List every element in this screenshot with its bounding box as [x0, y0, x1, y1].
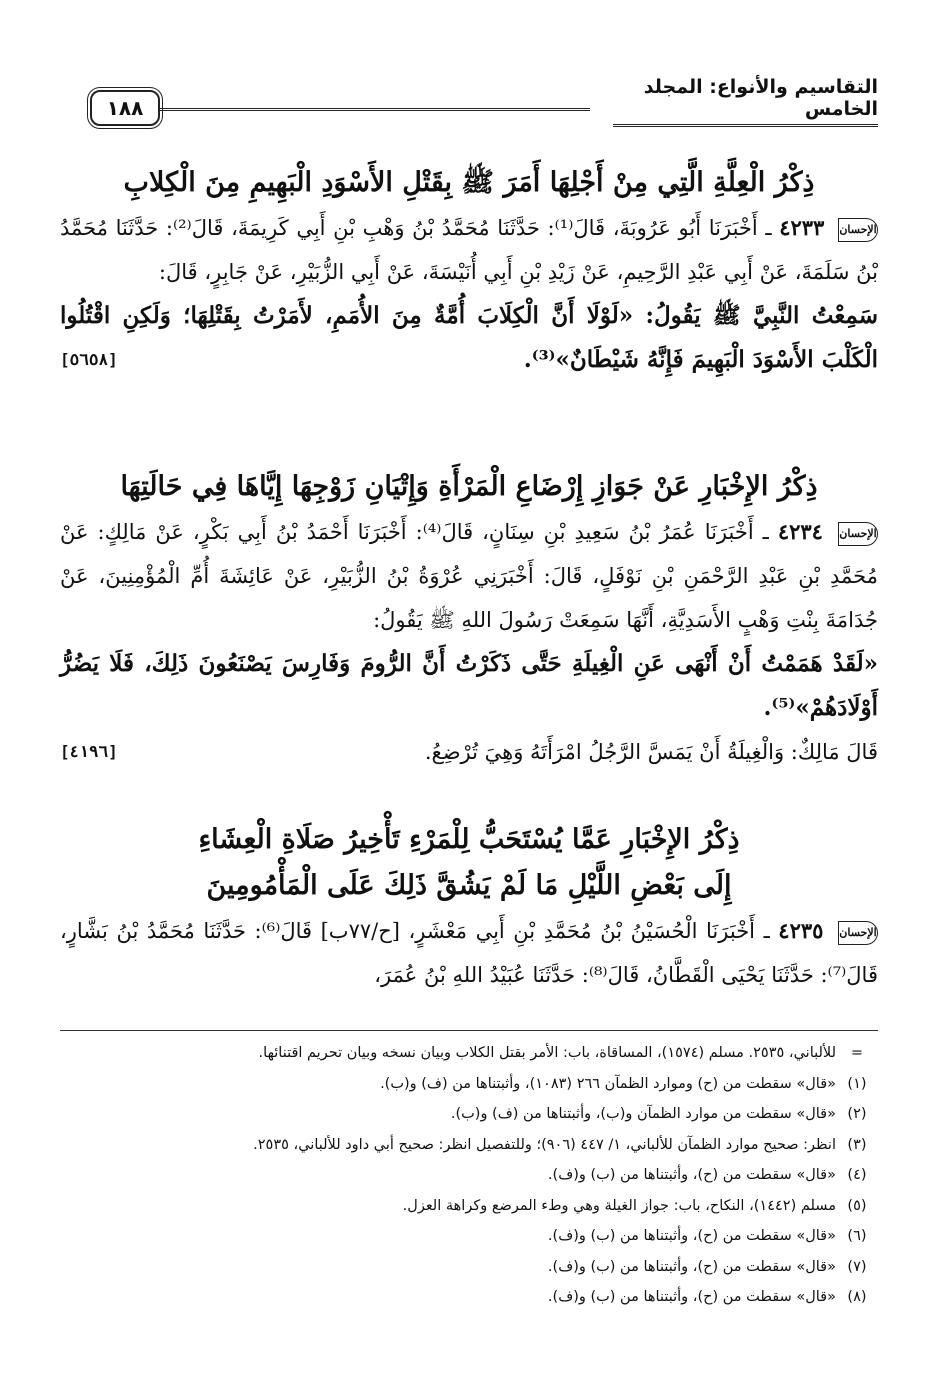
note-text: قَالَ مَالِكٌ: وَالْغِيلَةُ أَنْ يَمَسَّ الرَّجُلُ امْرَأَتَهُ وَهِيَ تُرْضِعُ.: [424, 740, 878, 764]
section-heading: ذِكْرُ الْعِلَّةِ الَّتِي مِنْ أَجْلِهَا أَمَرَ ﷺ بِقَتْلِ الأَسْوَدِ الْبَهِيمِ مِنَ الْكِلابِ: [123, 167, 815, 198]
ihsan-tag: الإحسان: [838, 218, 878, 242]
ihsan-tag: الإحسان: [838, 522, 878, 546]
section-4234: [60, 464, 878, 774]
footnote: [60, 1160, 878, 1191]
footnote-text: للألباني، ٢٥٣٥. مسلم (١٥٧٤)، المساقاة، باب: الأمر بقتل الكلاب وبيان نسخه وبيان تحريم اقتنائها.: [258, 1045, 836, 1061]
ihsan-tag: الإحسان: [838, 921, 878, 945]
footnote-separator: [60, 1030, 878, 1031]
hadith-number: ٤٢٣٥: [778, 918, 824, 943]
running-header: [60, 72, 878, 132]
page-number: ١٨٨: [90, 90, 160, 126]
footnote-number: (٦): [847, 1228, 867, 1244]
section-heading-line1: ذِكْرُ الإِخْبَارِ عَمَّا يُسْتَحَبُّ لِلْمَرْءِ تَأْخِيرُ صَلَاةِ الْعِشَاءِ: [198, 824, 740, 855]
footnote-number: (٨): [847, 1289, 867, 1305]
footnote: [60, 1282, 878, 1313]
footnote-number: =: [850, 1045, 864, 1061]
running-title: التقاسيم والأنواع: المجلد الخامس: [613, 76, 878, 127]
section-heading: ذِكْرُ الإِخْبَارِ عَنْ جَوَازِ إِرْضَاعِ الْمَرْأَةِ وَإِتْيَانِ زَوْجِهَا إِيَّاهَا فِي حَالَتِهَا: [120, 471, 818, 502]
page-number-frame: [60, 88, 858, 132]
hadith-number: ٤٢٣٤: [777, 519, 823, 544]
footnote-text: مسلم (١٤٤٢)، النكاح، باب: جواز الغيلة وهي وطء المرضع وكراهة العزل.: [402, 1197, 836, 1214]
footnote: [60, 1130, 878, 1161]
footnote: [60, 1069, 878, 1100]
footnote-text: «قال» سقطت من موارد الظمآن و(ب)، وأثبتناها من (ف) و(ب).: [450, 1106, 836, 1122]
footnote-text: انظر: صحيح موارد الظمآن للألباني، ١/ ٤٤٧ (٩٠٦)؛ وللتفصيل انظر: صحيح أبي داود للألباني، ٢٥٣٥.: [253, 1136, 836, 1153]
footnote-text: «قال» سقطت من (ح)، وأثبتناها من (ب) و(ف).: [547, 1289, 836, 1305]
footnote-number: (١): [847, 1075, 867, 1092]
matn-text: سَمِعْتُ النَّبِيَّ ﷺ يَقُولُ: «لَوْلَا أَنَّ الْكِلَابَ أُمَّةٌ مِنَ الأُمَمِ، لأَمَرْتُ بِقَتْلِهَا؛ وَلَكِنِ اقْتُلُوا الْكَلْبَ الأَسْوَدَ الْبَهِيمَ فَإِنَّهُ شَيْطَانٌ»⁽³⁾.: [60, 302, 878, 373]
hadith-matn: [60, 294, 878, 382]
footnote: [60, 1221, 878, 1252]
footnote-text: «قال» سقطت من (ح)، وأثبتناها من (ب) و(ف).: [547, 1258, 836, 1275]
section-4235: [60, 817, 878, 997]
hadith-number: ٤٢٣٣: [779, 215, 825, 240]
footnote-text: «قال» سقطت من (ح)، وأثبتناها من (ب) و(ف).: [547, 1228, 836, 1244]
footnote-text: «قال» سقطت من (ح)، وأثبتناها من (ب) و(ف).: [547, 1167, 836, 1183]
footnote-number: (٣): [847, 1136, 867, 1153]
footnote: [60, 1099, 878, 1130]
book-page: [60, 72, 878, 1332]
hadith-reference: [٥٦٥٨]: [60, 350, 118, 369]
isnad-text: ـ أَخْبَرَنَا أَبُو عَرُوبَةَ، قَالَ⁽¹⁾: حَدَّثَنَا مُحَمَّدُ بْنُ وَهْبِ بْنِ أَبِي كَرِيمَةَ، قَالَ⁽²⁾: حَدَّثَنَا مُحَمَّدُ بْنُ سَلَمَةَ، عَنْ أَبِي عَبْدِ الرَّحِيمِ، عَنْ زَيْدِ بْنِ أَبِي أُنَيْسَةَ، عَنْ أَبِي الزُّبَيْرِ، عَنْ جَابِرٍ، قَالَ:: [60, 216, 878, 284]
footnote-number: (٥): [847, 1197, 867, 1214]
section-heading-line2: إِلَى بَعْضِ اللَّيْلِ مَا لَمْ يَشُقَّ ذَلِكَ عَلَى الْمَأْمُومِينَ: [206, 870, 732, 901]
hadith-isnad: [60, 510, 878, 642]
footnote: [60, 1252, 878, 1283]
matn-text: «لَقَدْ هَمَمْتُ أَنْ أَنْهَى عَنِ الْغِيلَةِ حَتَّى ذَكَرْتُ أَنَّ الرُّومَ وَفَارِسَ يَصْنَعُونَ ذَلِكَ، فَلَا يَضُرُّ أَوْلَادَهُمْ»⁽⁵⁾.: [60, 650, 878, 721]
footnote-number: (٤): [847, 1167, 867, 1183]
hadith-isnad: [60, 909, 878, 997]
hadith-matn: [60, 642, 878, 730]
footnote-number: (٢): [847, 1106, 867, 1122]
footnote: [60, 1191, 878, 1222]
section-4233: [60, 160, 878, 382]
footnote: [60, 1038, 878, 1069]
hadith-isnad: [60, 206, 878, 294]
malik-note: [60, 730, 878, 774]
isnad-text: ـ أَخْبَرَنَا عُمَرُ بْنُ سَعِيدِ بْنِ سِنَانٍ، قَالَ⁽⁴⁾: أَخْبَرَنَا أَحْمَدُ بْنُ أَبِي بَكْرٍ، عَنْ مَالِكٍ: عَنْ مُحَمَّدِ بْنِ عَبْدِ الرَّحْمَنِ بْنِ نَوْفَلٍ، قَالَ: أَخْبَرَنِي عُرْوَةُ بْنُ الزُّبَيْرِ، عَنْ عَائِشَةَ أُمِّ الْمُؤْمِنِينَ، عَنْ جُدَامَةَ بِنْتِ وَهْبٍ الأَسَدِيَّةِ، أَنَّهَا سَمِعَتْ رَسُولَ اللهِ ﷺ يَقُولُ:: [60, 520, 878, 632]
footnote-number: (٧): [847, 1258, 867, 1275]
isnad-text: ـ أَخْبَرَنَا الْحُسَيْنُ بْنُ مُحَمَّدِ بْنِ أَبِي مَعْشَرٍ، [ح/٧٧ب] قَالَ⁽⁶⁾: حَدَّثَنَا مُحَمَّدُ بْنُ بَشَّارٍ، قَالَ⁽⁷⁾: حَدَّثَنَا يَحْيَى الْقَطَّانُ، قَالَ⁽⁸⁾: حَدَّثَنَا عُبَيْدُ اللهِ بْنُ عُمَرَ،: [60, 919, 878, 987]
hadith-reference: [٤١٩٦]: [60, 742, 118, 761]
footnote-text: «قال» سقطت من (ح) وموارد الظمآن ٢٦٦ (١٠٨٣)، وأثبتناها من (ف) و(ب).: [380, 1075, 836, 1092]
footnotes: [60, 1038, 878, 1313]
